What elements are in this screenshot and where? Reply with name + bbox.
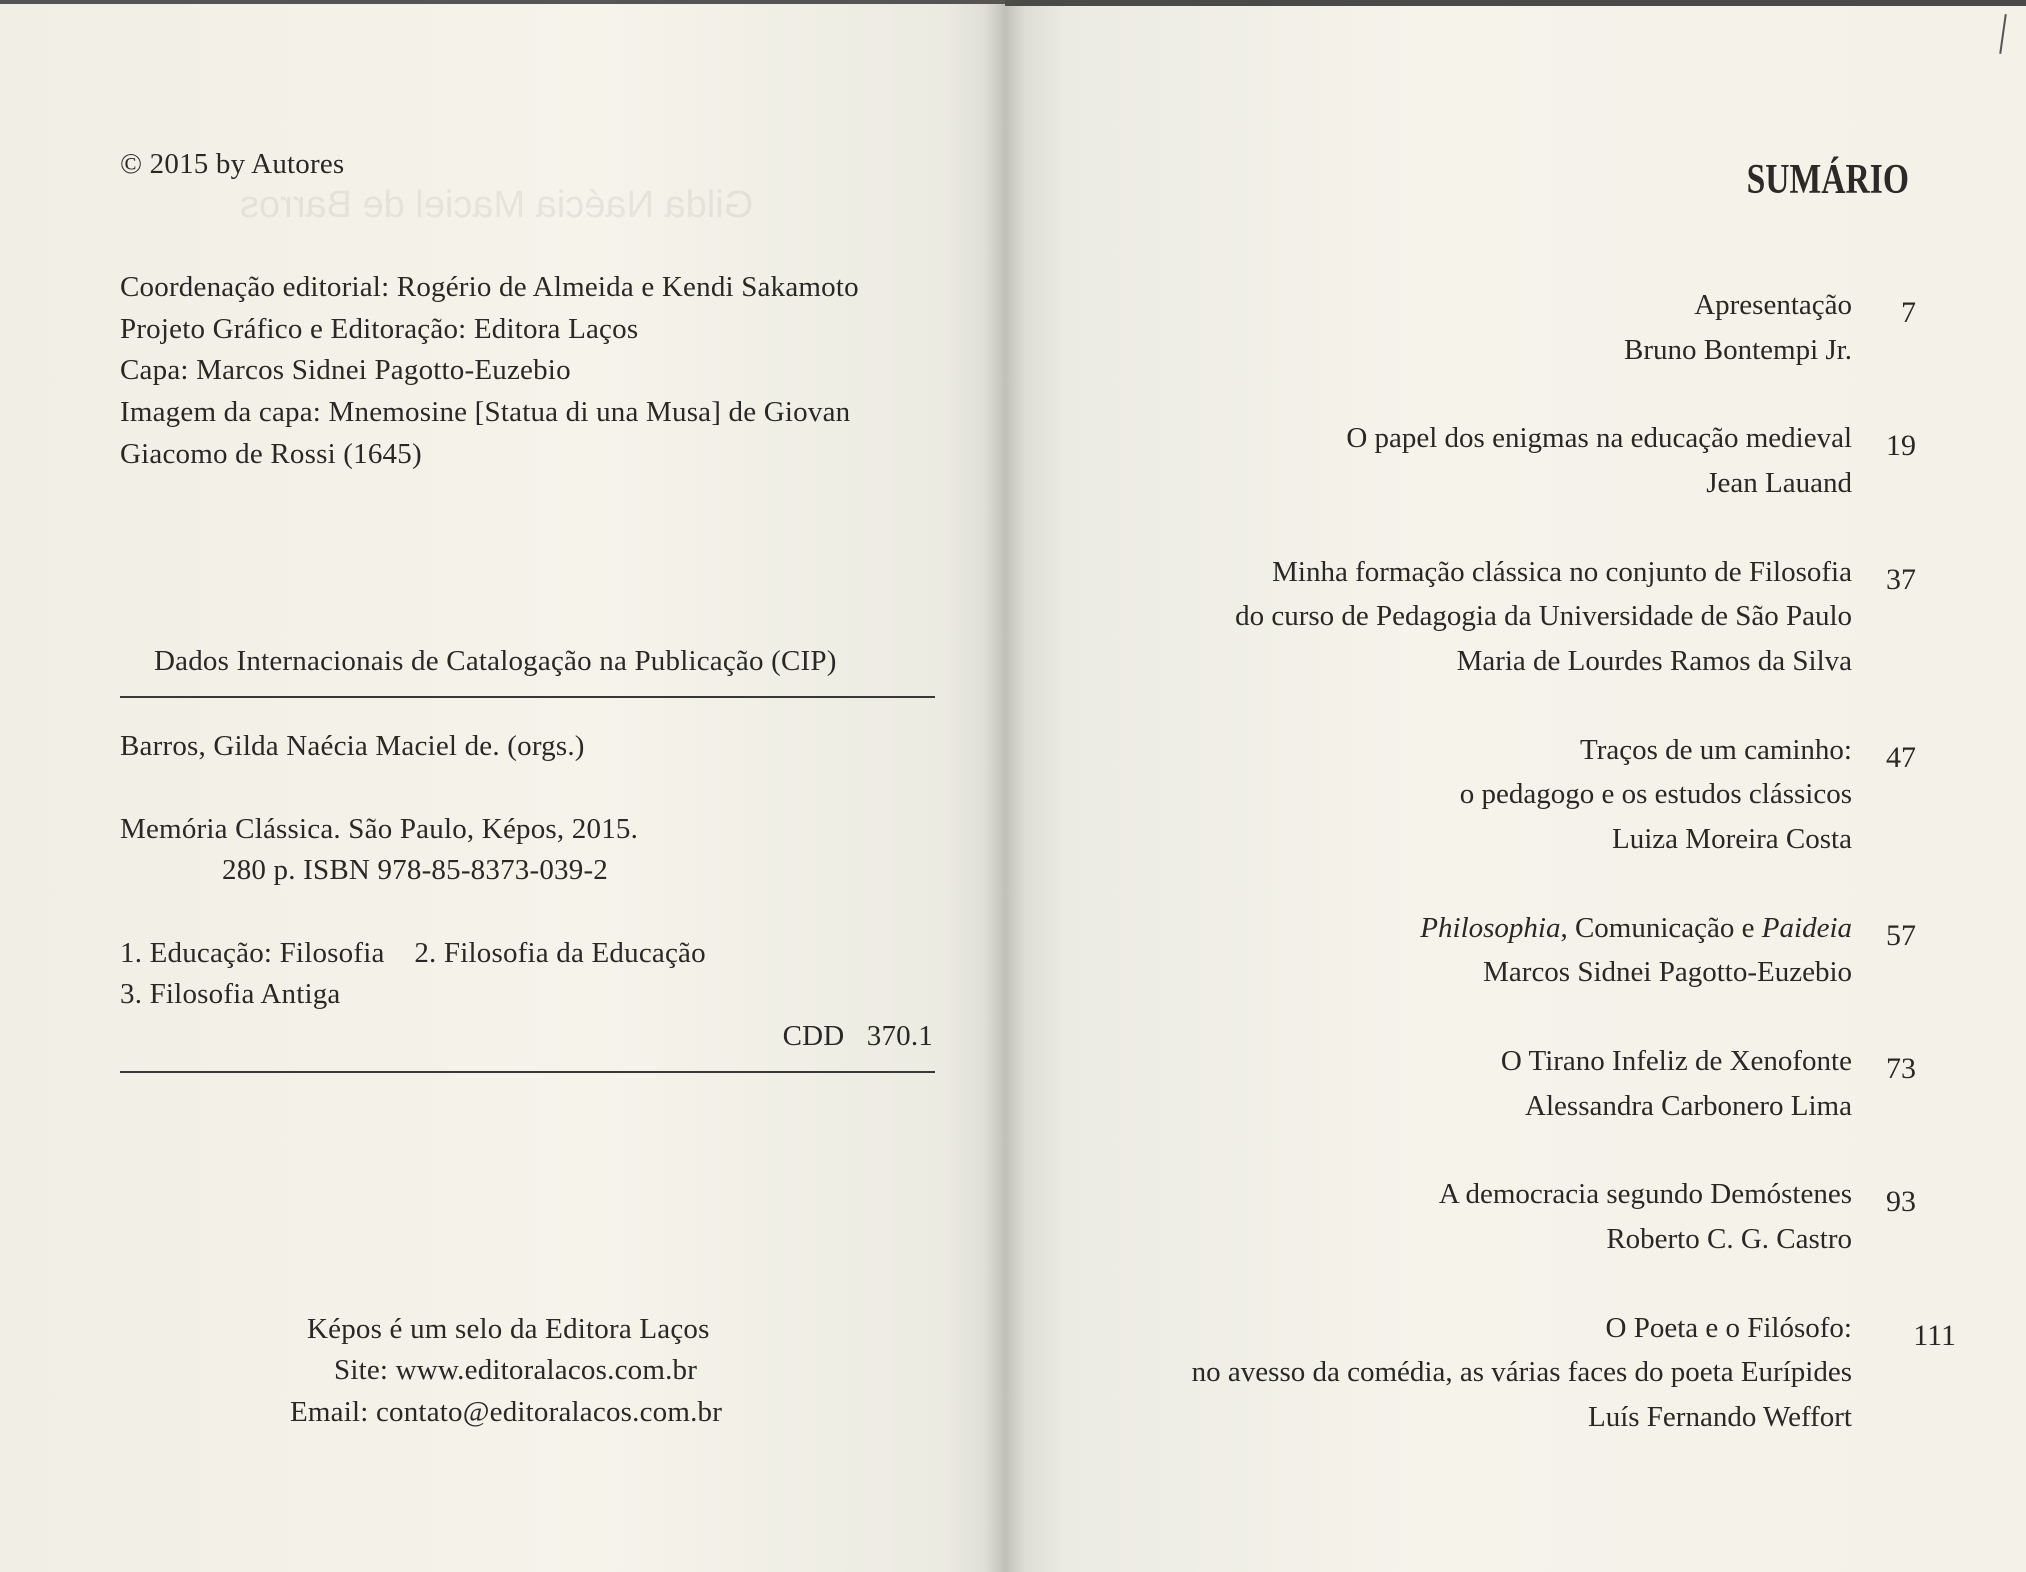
right-page (1005, 0, 2026, 1572)
publisher-email: Email: contato@editoralacos.com.br (290, 1396, 723, 1428)
toc-entry-title: O Poeta e o Filósofo: (1605, 1312, 1852, 1344)
toc-entry-title: A democracia segundo Demóstenes (1438, 1178, 1852, 1210)
toc-entry-author: Roberto C. G. Castro (1606, 1223, 1852, 1255)
cip-subjects: 1. Educação: Filosofia 2. Filosofia da Educação (120, 937, 706, 969)
toc-entry-subtitle: do curso de Pedagogia da Universidade de São Paulo (1235, 600, 1852, 632)
toc-entry-title: Apresentação (1694, 289, 1852, 321)
toc-entry-author: Marcos Sidnei Pagotto-Euzebio (1483, 956, 1852, 988)
cip-publication: Memória Clássica. São Paulo, Képos, 2015. (120, 813, 639, 845)
book-gutter (985, 0, 1025, 1572)
toc-entry-author: Luiza Moreira Costa (1612, 823, 1852, 855)
cip-subjects: 3. Filosofia Antiga (120, 978, 341, 1010)
toc-page-number: 93 (1886, 1185, 1916, 1218)
left-page (0, 0, 1005, 1572)
publisher-site: Site: www.editoralacos.com.br (334, 1354, 698, 1386)
toc-page-number: 73 (1886, 1052, 1916, 1085)
credit-line: Projeto Gráfico e Editoração: Editora Laços (120, 313, 639, 345)
toc-entry-title (1420, 914, 1852, 943)
cip-organizer: Barros, Gilda Naécia Maciel de. (orgs.) (120, 730, 585, 762)
credit-line: Imagem da capa: Mnemosine [Statua di una Musa] de Giovan (120, 396, 851, 428)
credit-line: Coordenação editorial: Rogério de Almeida e Kendi Sakamoto (120, 271, 859, 303)
toc-title-text: , Comunicação e (1560, 912, 1762, 944)
toc-entry-subtitle: no avesso da comédia, as várias faces do poeta Eurípides (1191, 1356, 1852, 1388)
toc-entry-author: Bruno Bontempi Jr. (1624, 334, 1852, 366)
toc-entry-author: Maria de Lourdes Ramos da Silva (1456, 645, 1852, 677)
toc-heading: SUMÁRIO (1746, 157, 1909, 203)
cip-heading: Dados Internacionais de Catalogação na Publicação (CIP) (154, 645, 837, 677)
toc-entry-title: Traços de um caminho: (1580, 734, 1852, 766)
toc-entry-title: Minha formação clássica no conjunto de Filosofia (1272, 556, 1852, 588)
toc-page-number: 7 (1901, 296, 1916, 329)
toc-entry-title: O papel dos enigmas na educação medieval (1346, 422, 1852, 454)
bleed-through-text: Gilda Naécia Maciel de Barros (240, 184, 754, 226)
cip-cdd: CDD 370.1 (782, 1020, 933, 1052)
cip-physical: 280 p. ISBN 978-85-8373-039-2 (222, 854, 609, 886)
divider (120, 1071, 935, 1073)
toc-entry-author: Jean Lauand (1706, 467, 1852, 499)
toc-page-number: 57 (1886, 919, 1916, 952)
page-corner-mark (1999, 14, 2007, 54)
toc-entry-author: Luís Fernando Weffort (1588, 1401, 1852, 1433)
toc-page-number: 19 (1886, 429, 1916, 462)
toc-entry-title: O Tirano Infeliz de Xenofonte (1500, 1045, 1852, 1077)
publisher-imprint: Képos é um selo da Editora Laços (307, 1313, 710, 1345)
toc-title-italic: Philosophia (1420, 912, 1561, 944)
divider (120, 696, 935, 698)
credit-line: Capa: Marcos Sidnei Pagotto-Euzebio (120, 354, 571, 386)
copyright-notice: © 2015 by Autores (120, 148, 345, 180)
toc-page-number: 111 (1913, 1319, 1956, 1352)
credit-line: Giacomo de Rossi (1645) (120, 438, 422, 470)
toc-page-number: 47 (1886, 741, 1916, 774)
toc-entry-author: Alessandra Carbonero Lima (1525, 1090, 1852, 1122)
toc-entry-subtitle: o pedagogo e os estudos clássicos (1459, 778, 1852, 810)
toc-title-italic: Paideia (1761, 912, 1852, 944)
toc-page-number: 37 (1886, 563, 1916, 596)
